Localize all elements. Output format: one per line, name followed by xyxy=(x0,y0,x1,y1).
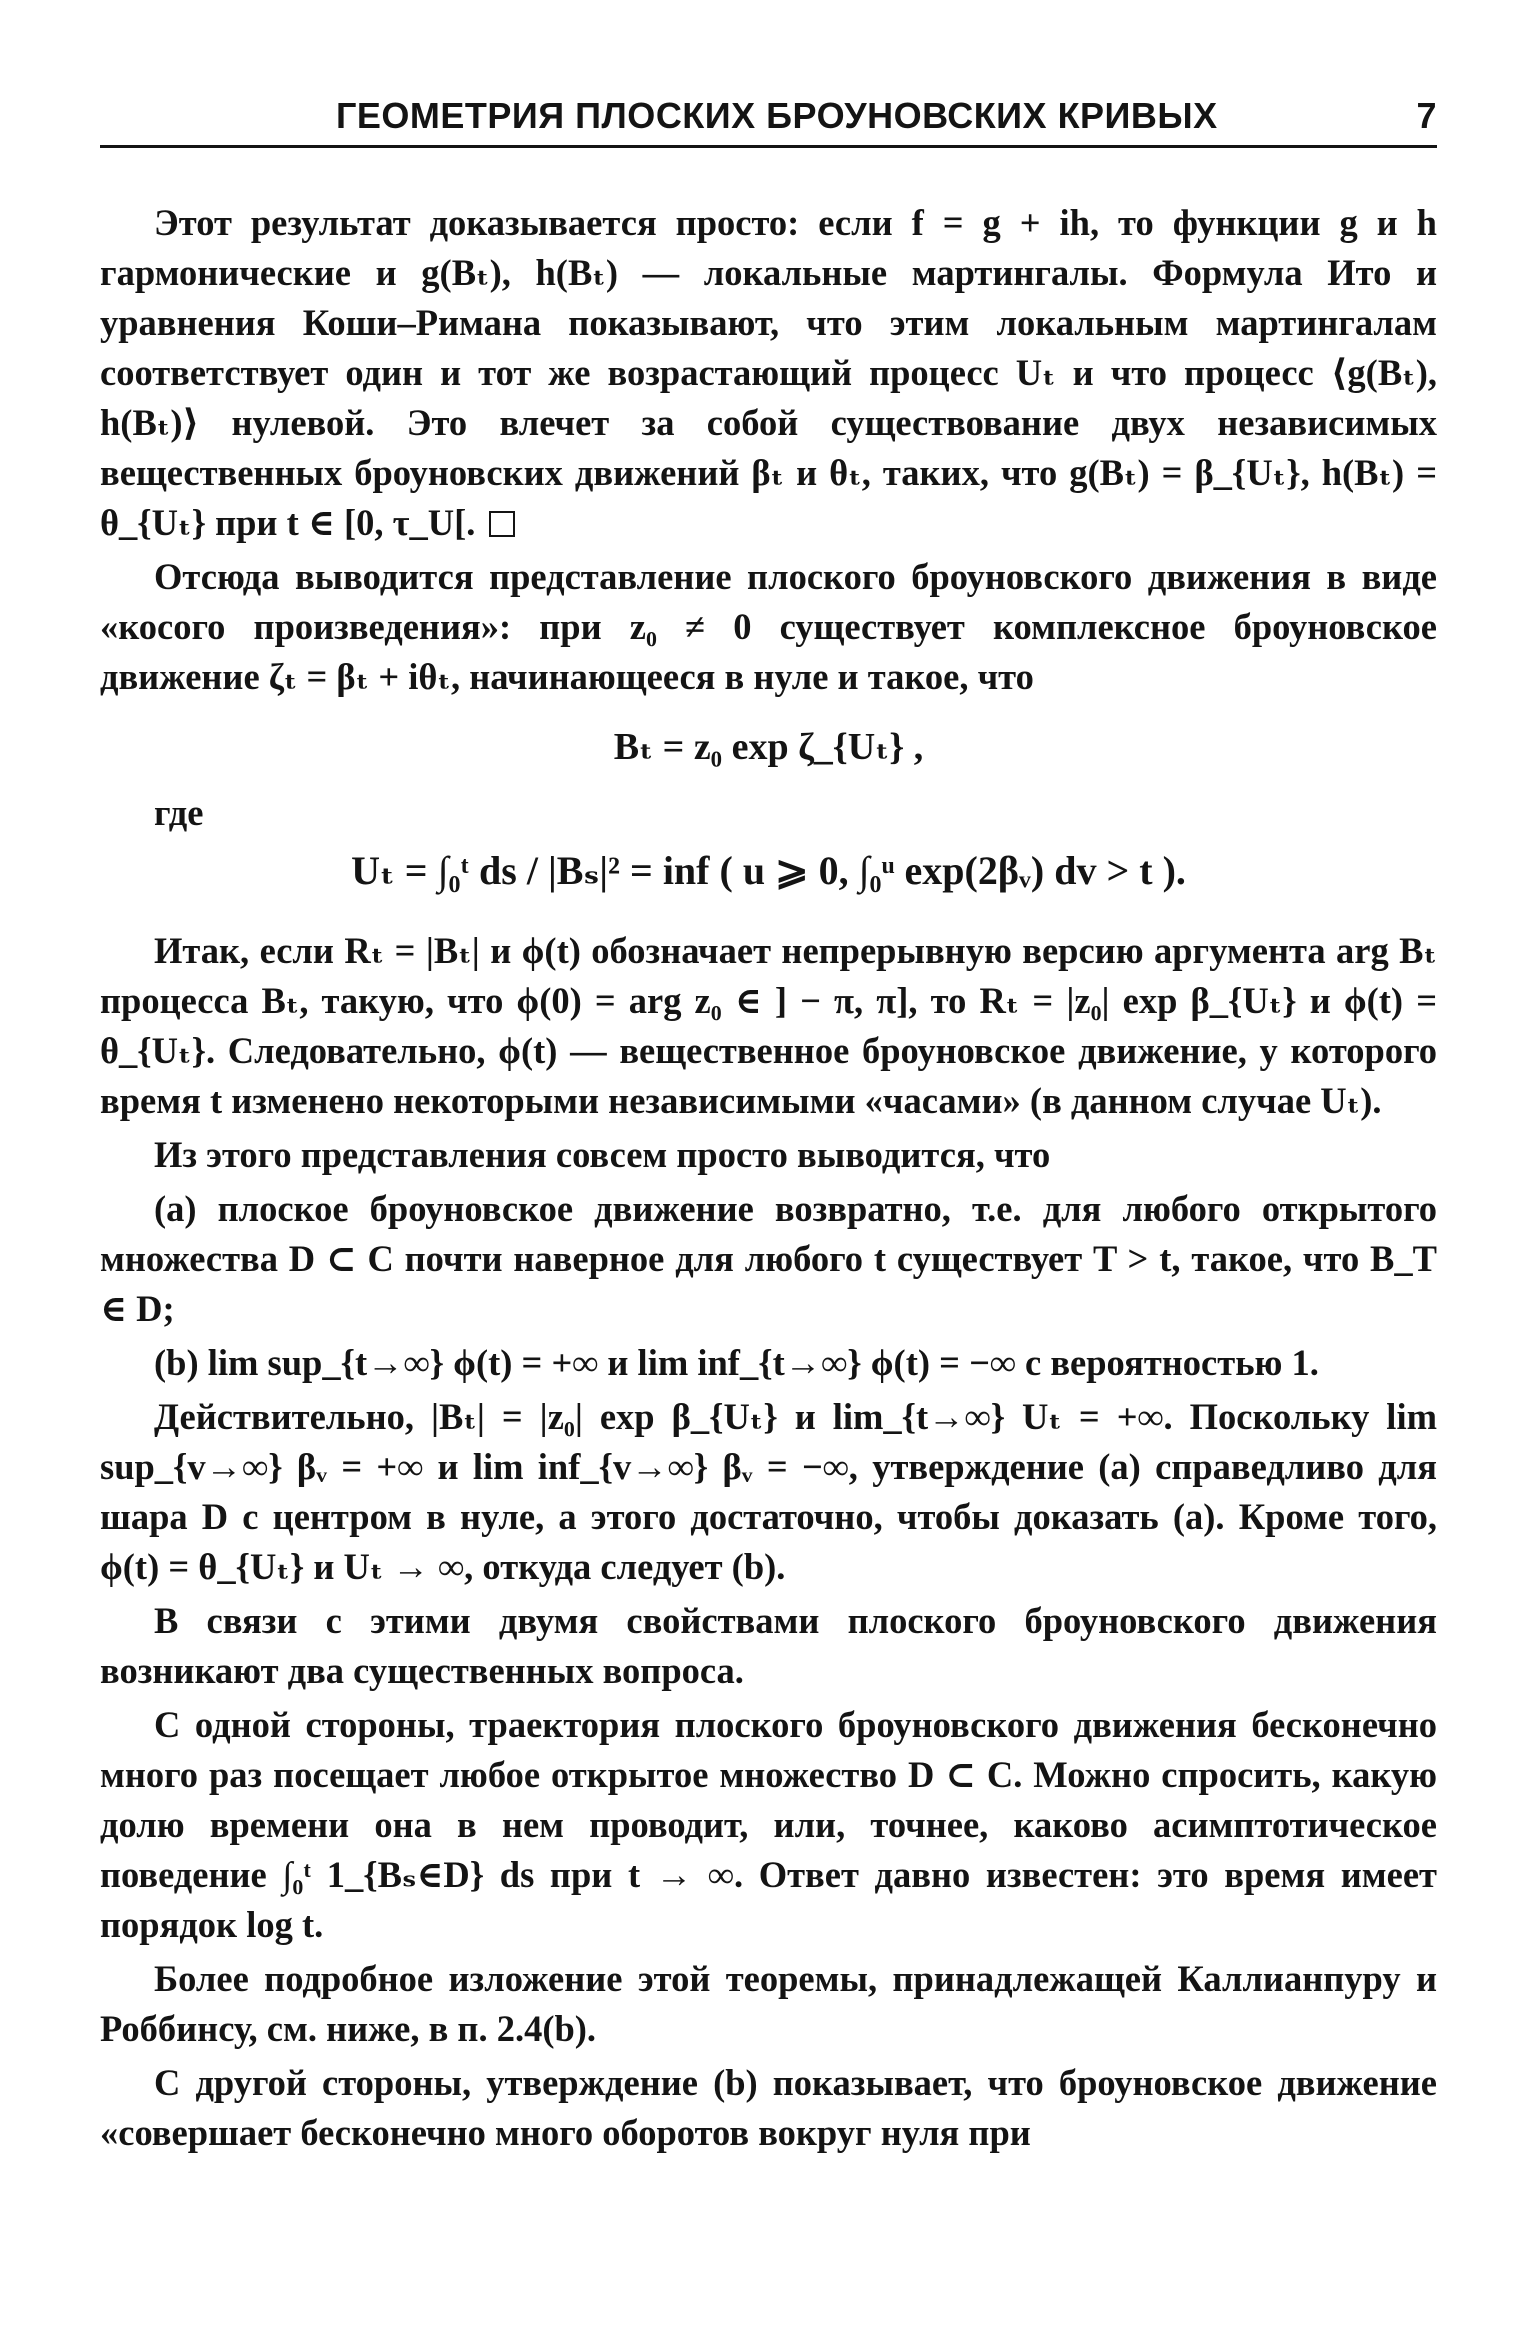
paragraph: Из этого представления совсем просто выводится, что xyxy=(154,1134,1051,1175)
page-body xyxy=(100,198,1437,2158)
paragraph: В связи с этими двумя свойствами плоского броуновского движения возникают два существенных вопроса. xyxy=(100,1600,1437,1691)
paragraph: Более подробное изложение этой теоремы, принадлежащей Каллианпуру и Роббинсу, см. ниже, в п. 2.4(b). xyxy=(100,1958,1437,2049)
running-head xyxy=(100,95,1437,148)
paragraph: С другой стороны, утверждение (b) показывает, что броуновское движение «совершает бесконечно много оборотов вокруг нуля при xyxy=(100,2062,1437,2153)
paragraph xyxy=(100,198,1437,548)
list-item-b: (b) lim sup_{t→∞} ϕ(t) = +∞ и lim inf_{t→∞} ϕ(t) = −∞ с вероятностью 1. xyxy=(154,1342,1319,1383)
paragraph: Итак, если Rₜ = |Bₜ| и ϕ(t) обозначает непрерывную версию аргумента arg Bₜ процесса Bₜ, такую, что ϕ(0) = arg z₀ ∈ ] − π, π], то Rₜ = |z₀| exp β_{Uₜ} и ϕ(t) = θ_{Uₜ}. Следовательно, ϕ(t) — вещественное броуновское движение, у которого время t изменено некоторыми независимыми «часами» (в данном случае Uₜ). xyxy=(100,930,1437,1121)
paragraph-text: Этот результат доказывается просто: если f = g + ih, то функции g и h гармонические и g(Bₜ), h(Bₜ) — локальные мартингалы. Формула Ито и уравнения Коши–Римана показывают, что этим локальным мартингалам соответствует один и тот же возрастающий процесс Uₜ и что процесс ⟨g(Bₜ), h(Bₜ)⟩ нулевой. Это влечет за собой существование двух независимых вещественных броуновских движений βₜ и θₜ, таких, что g(Bₜ) = β_{Uₜ}, h(Bₜ) = θ_{Uₜ} при t ∈ [0, τ_U[. xyxy=(100,202,1437,543)
list-item-a: (a) плоское броуновское движение возвратно, т.е. для любого открытого множества D ⊂ C почти наверное для любого t существует T > t, такое, что B_T ∈ D; xyxy=(100,1188,1437,1329)
paragraph: Действительно, |Bₜ| = |z₀| exp β_{Uₜ} и lim_{t→∞} Uₜ = +∞. Поскольку lim sup_{v→∞} βᵥ = +∞ и lim inf_{v→∞} βᵥ = −∞, утверждение (a) справедливо для шара D с центром в нуле, а этого достаточно, чтобы доказать (a). Кроме того, ϕ(t) = θ_{Uₜ} и Uₜ → ∞, откуда следует (b). xyxy=(100,1396,1437,1587)
qed-square-icon xyxy=(489,511,515,537)
page-number: 7 xyxy=(1416,95,1437,136)
formula-clock: Uₜ = ∫₀ᵗ ds / |Bₛ|² = inf ( u ⩾ 0, ∫₀ᵘ exp(2βᵥ) dv > t ). xyxy=(351,848,1186,893)
formula-skew-product: Bₜ = z₀ exp ζ_{Uₜ} , xyxy=(613,726,924,768)
running-title: ГЕОМЕТРИЯ ПЛОСКИХ БРОУНОВСКИХ КРИВЫХ xyxy=(336,95,1218,136)
paragraph: С одной стороны, траектория плоского броуновского движения бесконечно много раз посещает любое открытое множество D ⊂ C. Можно спросить, какую долю времени она в нем проводит, или, точнее, каково асимптотическое поведение ∫₀ᵗ 1_{Bₛ∈D} ds при t → ∞. Ответ давно известен: это время имеет порядок log t. xyxy=(100,1704,1437,1945)
where-label: где xyxy=(154,792,204,833)
paragraph: Отсюда выводится представление плоского броуновского движения в виде «косого произведения»: при z₀ ≠ 0 существует комплексное броуновское движение ζₜ = βₜ + iθₜ, начинающееся в нуле и такое, что xyxy=(100,556,1437,697)
